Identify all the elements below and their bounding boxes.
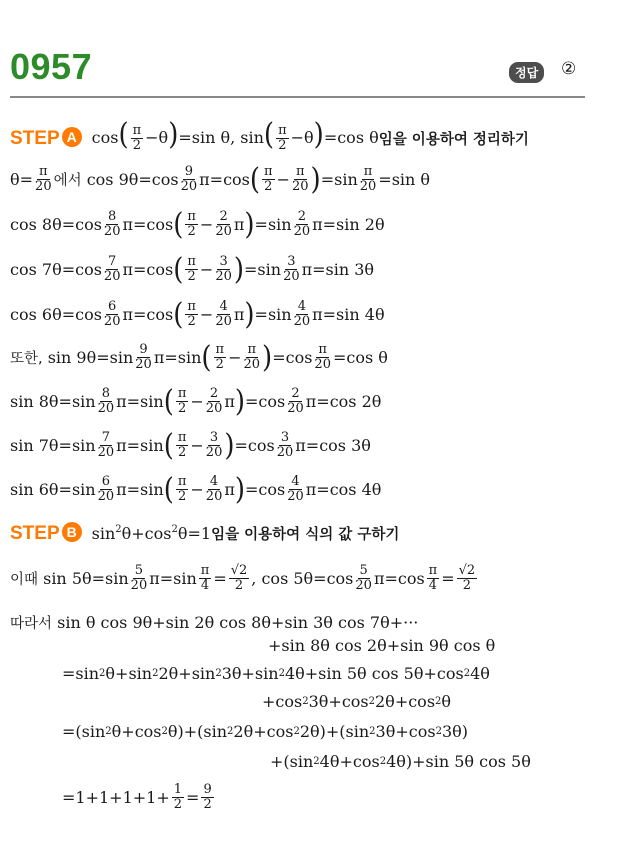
step-b-line-5: +cos 2 3θ+cos 2 2θ+cos 2 θ [262,692,452,711]
answer-badge: 정답 [509,62,544,83]
step-b-line-4: =sin 2 θ+sin 2 2θ+sin 2 3θ+sin 2 4θ+sin 5θ cos 5θ+cos 2 4θ [62,664,490,683]
answer-value: ② [561,59,577,79]
step-b-line-8: =1+1+1+1+ 1 2 = 9 2 [62,782,212,812]
step-a-line-2: cos 8θ=cos 8 20 π=cos ( π 2 − 2 20 π ) =sin 2 20 π=sin 2θ [10,207,385,242]
step-a-line-6: sin 8θ=sin 8 20 π=sin ( π 2 − 2 20 π ) =cos 2 20 π=cos 2θ [10,384,382,419]
step-a-label: STEP A [10,127,82,150]
step-a-line-8: sin 6θ=sin 6 20 π=sin ( π 2 − 4 20 π ) =cos 4 20 π=cos 4θ [10,472,382,507]
step-a-title-math: cos( $\frac{\pi}{2}$ −θ)=sin θ, sin( $\frac{\pi}{2}$ −θ)=cos θ [91,117,379,153]
step-a-line-4: cos 6θ=cos 6 20 π=cos ( π 2 − 4 20 π ) =sin 4 20 π=sin 4θ [10,297,385,332]
step-a-heading [10,117,529,153]
step-a-line-7: sin 7θ=sin 7 20 π=sin ( π 2 − 3 20 ) =cos 3 20 π=cos 3θ [10,428,371,463]
step-a-line-1: θ= π 20 에서 cos 9θ=cos 9 20 π=cos ( π 2 − π 20 ) =sin π 20 =sin θ [10,162,431,197]
header-divider [10,96,585,98]
step-a-circle-icon: A [62,127,82,147]
step-b-line-6: =(sin 2 θ+cos 2 θ)+(sin 2 2θ+cos 2 2θ)+(sin 2 3θ+cos 2 3θ) [62,722,468,741]
step-b-title-math: $\sin^2\theta+\cos^2\theta=1$ [91,524,212,543]
step-b-line-3: +sin 8θ cos 2θ+sin 9θ cos θ [268,636,496,655]
step-b-circle-icon: B [62,522,82,542]
step-b-title-text: 임을 이용하여 식의 값 구하기 [211,527,400,543]
step-b-heading [10,522,399,545]
step-b-line-7: +(sin 2 4θ+cos 2 4θ)+sin 5θ cos 5θ [270,752,531,771]
step-a-title-text: 임을 이용하여 정리하기 [378,132,529,148]
step-a-line-3: cos 7θ=cos 7 20 π=cos ( π 2 − 3 20 ) =sin 3 20 π=sin 3θ [10,252,375,287]
step-b-line-1: 이때 sin 5θ=sin 5 20 π=sin π 4 = √2 2 , cos 5θ=cos 5 20 π=cos π 4 = √2 2 [10,563,476,593]
step-a-line-5: 또한, sin 9θ=sin 9 20 π=sin ( π 2 − π 20 ) =cos π 20 =cos θ [10,340,388,375]
step-b-line-2: 따라서 sin θ cos 9θ+sin 2θ cos 8θ+sin 3θ cos 7θ+··· [10,613,419,632]
problem-number: 0957 [10,46,93,87]
step-b-label: STEP B [10,522,82,545]
